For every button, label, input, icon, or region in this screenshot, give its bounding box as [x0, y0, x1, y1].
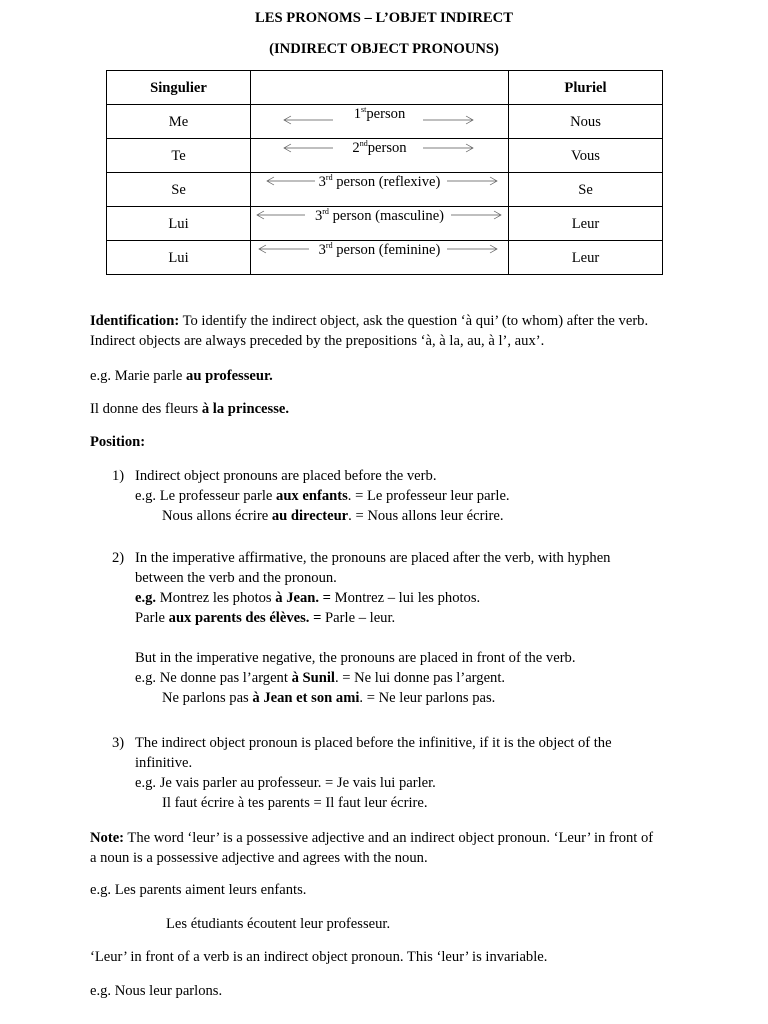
position-item-2: 2) In the imperative affirmative, the pronouns are placed after the verb, with hyphen between the verb and the pronoun. e.g. Montrez les photos à Jean. = Montrez – lui les photos. Parle aux parents des élèves. = Parle – leur. But in the imperative negative, the pronouns are placed in front of the verb. e.g. Ne donne pas l’argent à Sunil. = Ne lui donne pas l’argent. Ne parlons pas à Jean et son ami. = Ne leur parlons pas.	[112, 550, 611, 706]
person-cell	[251, 207, 509, 241]
pronoun-table	[106, 70, 663, 275]
singular-cell: Te	[107, 139, 251, 173]
note-example-3: e.g. Nous leur parlons.	[90, 983, 223, 999]
singular-cell: Me	[107, 105, 251, 139]
singular-cell: Lui	[107, 207, 251, 241]
table-row	[107, 241, 663, 275]
table-row	[107, 207, 663, 241]
position-item-1: 1) Indirect object pronouns are placed before the verb. e.g. Le professeur parle aux enfants. = Le professeur leur parle. Nous allons écrire au directeur. = Nous allons leur écrire.	[112, 468, 510, 524]
header-middle	[251, 71, 509, 105]
person-cell	[251, 173, 509, 207]
person-label: 3rd person (feminine)	[318, 241, 441, 258]
person-label: 3rd person (masculine)	[314, 207, 445, 224]
page-title: LES PRONOMS – L’OBJET INDIRECT	[255, 10, 513, 26]
plural-cell: Se	[509, 173, 663, 207]
example-line: Il donne des fleurs à la princesse.	[90, 401, 290, 417]
person-cell	[251, 105, 509, 139]
header-plural: Pluriel	[509, 71, 663, 105]
plural-cell: Vous	[509, 139, 663, 173]
note-verb-text: ‘Leur’ in front of a verb is an indirect object pronoun. This ‘leur’ is invariable.	[90, 949, 548, 965]
header-singular: Singulier	[107, 71, 251, 105]
note-paragraph: Note: The word ‘leur’ is a possessive adjective and an indirect object pronoun. ‘Leur’ in front of a noun is a possessive adjective and agrees with the noun.	[90, 830, 654, 866]
person-label: 3rd person (reflexive)	[318, 173, 441, 190]
singular-cell: Se	[107, 173, 251, 207]
person-cell	[251, 241, 509, 275]
position-item-3: 3) The indirect object pronoun is placed before the infinitive, if it is the object of the infinitive. e.g. Je vais parler au professeur. = Je vais lui parler. Il faut écrire à tes parents = Il faut leur écrire.	[112, 735, 612, 811]
table-row	[107, 105, 663, 139]
plural-cell: Leur	[509, 207, 663, 241]
example-line: e.g. Marie parle au professeur.	[90, 368, 273, 384]
person-label: 1stperson	[353, 105, 406, 122]
table-row	[107, 173, 663, 207]
note-example-2: Les étudiants écoutent leur professeur.	[166, 916, 391, 932]
position-heading: Position:	[90, 434, 146, 450]
table-header-row	[107, 71, 663, 105]
person-cell	[251, 139, 509, 173]
note-example-1: e.g. Les parents aiment leurs enfants.	[90, 882, 307, 898]
person-label: 2ndperson	[352, 139, 407, 156]
plural-cell: Leur	[509, 241, 663, 275]
table-row	[107, 139, 663, 173]
page-subtitle: (INDIRECT OBJECT PRONOUNS)	[269, 41, 499, 57]
identification-paragraph: Identification: To identify the indirect object, ask the question ‘à qui’ (to whom) after the verb. Indirect objects are always preceded by the prepositions ‘à, à la, au, à l’, aux’.	[90, 313, 649, 349]
plural-cell: Nous	[509, 105, 663, 139]
singular-cell: Lui	[107, 241, 251, 275]
